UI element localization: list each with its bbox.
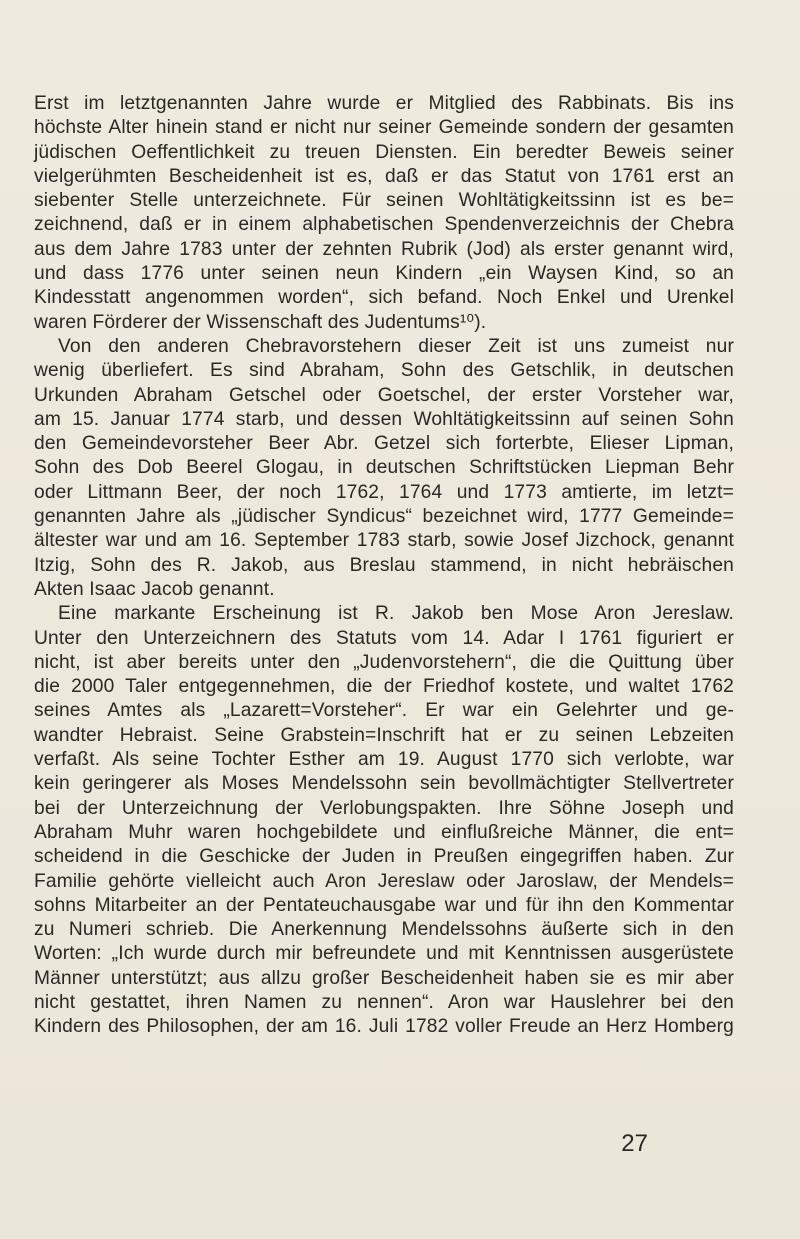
text-line: wandter Hebraist. Seine Grabstein=Inschrift hat er zu seinen Lebzeiten (34, 724, 734, 746)
text-line: bei der Unterzeichnung der Verlobungspakten. Ihre Söhne Joseph und (34, 797, 734, 819)
text-line: Unter den Unterzeichnern des Statuts vom 14. Adar I 1761 figuriert er (34, 627, 734, 649)
text-line: ältester war und am 16. September 1783 starb, sowie Josef Jizchock, genannt (34, 530, 734, 552)
text-line: Itzig, Sohn des R. Jakob, aus Breslau stammend, in nicht hebräischen (34, 554, 734, 576)
text-line: Abraham Muhr waren hochgebildete und einflußreiche Männer, die ent= (34, 821, 734, 843)
text-line: Akten Isaac Jacob genannt. (34, 578, 275, 600)
text-line: aus dem Jahre 1783 unter der zehnten Rubrik (Jod) als erster genannt wird, (34, 238, 734, 260)
text-line: zu Numeri schrieb. Die Anerkennung Mendelssohns äußerte sich in den (34, 919, 734, 941)
text-line: waren Förderer der Wissenschaft des Judentums¹⁰). (34, 311, 487, 333)
text-line: verfaßt. Als seine Tochter Esther am 19. August 1770 sich verlobte, war (34, 749, 734, 771)
text-line: Sohn des Dob Beerel Glogau, in deutschen Schriftstücken Liepman Behr (34, 457, 734, 479)
text-line: am 15. Januar 1774 starb, und dessen Wohltätigkeitssinn auf seinen Sohn (34, 408, 734, 430)
text-line: Worten: „Ich wurde durch mir befreundete und mit Kenntnissen ausgerüstete (34, 943, 734, 965)
body-text (34, 92, 734, 1040)
text-line: scheidend in die Geschicke der Juden in Preußen eingegriffen haben. Zur (34, 846, 734, 868)
text-line: und dass 1776 unter seinen neun Kindern „ein Waysen Kind, so an (34, 263, 734, 285)
text-line: Kindesstatt angenommen worden“, sich befand. Noch Enkel und Urenkel (34, 287, 734, 309)
text-line: jüdischen Oeffentlichkeit zu treuen Diensten. Ein beredter Beweis seiner (34, 141, 734, 163)
text-line: Familie gehörte vielleicht auch Aron Jereslaw oder Jaroslaw, der Mendels= (34, 870, 734, 892)
text-line: vielgerühmten Bescheidenheit ist es, daß er das Statut von 1761 erst an (34, 165, 734, 187)
text-line: nicht, ist aber bereits unter den „Judenvorstehern“, die die Quittung über (34, 651, 734, 673)
text-line: nicht gestattet, ihren Namen zu nennen“. Aron war Hauslehrer bei den (34, 991, 734, 1013)
text-line: Männer unterstützt; aus allzu großer Bescheidenheit haben sie es mir aber (34, 967, 734, 989)
text-line: kein geringerer als Moses Mendelssohn sein bevollmächtigter Stellvertreter (34, 773, 734, 795)
text-line: Urkunden Abraham Getschel oder Goetschel, der erster Vorsteher war, (34, 384, 734, 406)
text-line: höchste Alter hinein stand er nicht nur seiner Gemeinde sondern der gesamten (34, 117, 734, 139)
text-line: sohns Mitarbeiter an der Pentateuchausgabe war und für ihn den Kommentar (34, 894, 734, 916)
text-line: Von den anderen Chebravorstehern dieser Zeit ist uns zumeist nur (58, 335, 734, 357)
text-line: zeichnend, daß er in einem alphabetischen Spendenverzeichnis der Chebra (34, 214, 734, 236)
text-line: genannten Jahre als „jüdischer Syndicus“ bezeichnet wird, 1777 Gemeinde= (34, 506, 734, 528)
text-line: Kindern des Philosophen, der am 16. Juli 1782 voller Freude an Herz Homberg (34, 1016, 734, 1038)
text-line: seines Amtes als „Lazarett=Vorsteher“. Er war ein Gelehrter und ge- (34, 700, 734, 722)
text-line: den Gemeindevorsteher Beer Abr. Getzel sich forterbte, Elieser Lipman, (34, 433, 734, 455)
text-line: Eine markante Erscheinung ist R. Jakob ben Mose Aron Jereslaw. (58, 603, 734, 625)
page-number: 27 (621, 1130, 648, 1157)
text-line: Erst im letztgenannten Jahre wurde er Mitglied des Rabbinats. Bis ins (34, 93, 734, 114)
text-line: wenig überliefert. Es sind Abraham, Sohn des Getschlik, in deutschen (34, 360, 734, 382)
text-line: die 2000 Taler entgegennehmen, die der Friedhof kostete, und waltet 1762 (34, 676, 734, 698)
text-line: siebenter Stelle unterzeichnete. Für seinen Wohltätigkeitssinn ist es be= (34, 190, 734, 212)
text-line: oder Littmann Beer, der noch 1762, 1764 und 1773 amtierte, im letzt= (34, 481, 734, 503)
